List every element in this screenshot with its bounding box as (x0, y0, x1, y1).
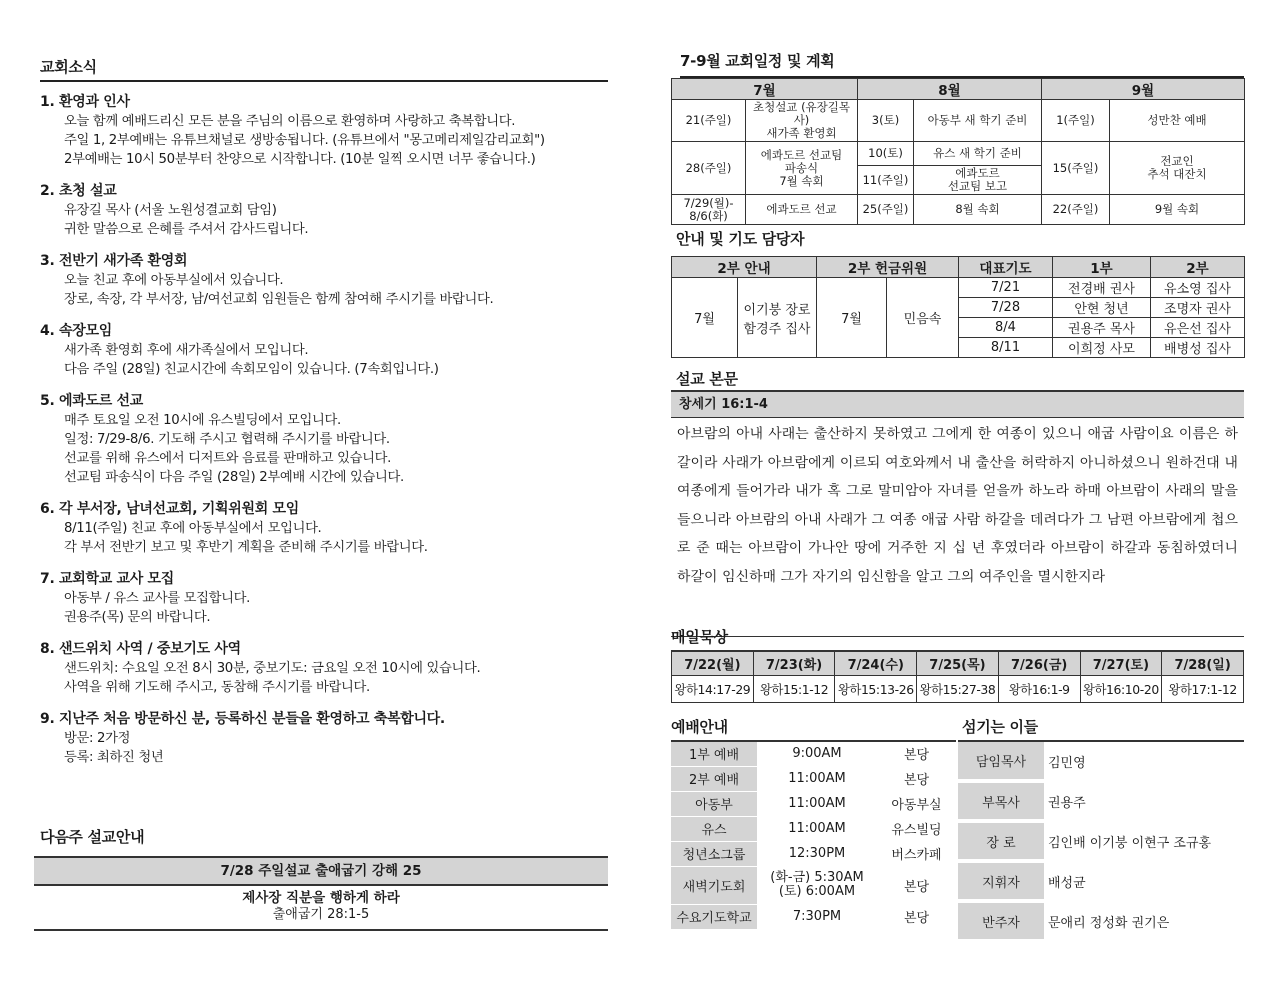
news-line: 선교팀 파송식이 다음 주일 (28일) 2부예배 시간에 있습니다. (64, 470, 404, 485)
schedule-date: 11(주일) (858, 166, 914, 195)
prayer-second: 유은선 집사 (1151, 318, 1245, 338)
news-heading: 2. 초청 설교 (40, 183, 117, 199)
news-line: 오늘 친교 후에 아동부실에서 있습니다. (64, 273, 284, 288)
prayer-date: 8/4 (959, 318, 1053, 338)
guide-header: 대표기도 (959, 257, 1053, 278)
schedule-event: 성만찬 예배 (1110, 100, 1245, 142)
news-line: 샌드위치: 수요일 오전 8시 30분, 중보기도: 금요일 오전 10시에 있습니다. (64, 661, 481, 676)
schedule-event: 초청설교 (유장길목사) 새가족 환영회 (746, 100, 858, 142)
worship-location: 본당 (877, 904, 956, 929)
worship-service: 1부 예배 (671, 741, 757, 766)
next-sermon-bar: 7/28 주일설교 출애굽기 강해 25 (34, 856, 608, 886)
guide-header: 2부 안내 (672, 257, 817, 278)
news-line: 등록: 최하진 청년 (64, 750, 164, 765)
month-header: 9월 (1042, 79, 1245, 100)
schedule-event: 에콰도르 선교팀 보고 (914, 166, 1042, 195)
prayer-first: 권용주 목사 (1053, 318, 1151, 338)
schedule-table (671, 78, 1245, 225)
devotion-reading: 왕하15:27-38 (917, 675, 999, 702)
news-item (40, 569, 608, 627)
sermon-text-title: 설교 본문 (676, 370, 738, 388)
worship-location: 본당 (877, 866, 956, 904)
news-heading: 9. 지난주 처음 방문하신 분, 등록하신 분들을 환영하고 축복합니다. (40, 711, 445, 727)
news-line: 선교를 위해 유스에서 디저트와 음료를 판매하고 있습니다. (64, 451, 392, 466)
schedule-event: 9월 속회 (1110, 195, 1245, 225)
scripture-body: 아브람의 아내 사래는 출산하지 못하였고 그에게 한 여종이 있으니 애굽 사람이요 이름은 하갈이라 사래가 아브람에게 이르되 여호와께서 내 출산을 허락하지 아니하셨으니 원하건대 내 여종에게 들어가라 내가 혹 그로 말미암아 자녀를 얻을까 하노라 하매 아브람이 사래의 말을 들으니라 아브람의 아내 사래가 그 여종 애굽 사람 하갈을 데려다가 그 남편 아브람에게 첩으로 준 때는 아브람이 가나안 땅에 거주한 지 십 년 후였더라 아브람이 하갈과 동침하였더니 하갈이 임신하매 그가 자기의 임신함을 알고 그의 여주인을 멸시한지라 (671, 417, 1244, 637)
schedule-date: 21(주일) (672, 100, 746, 142)
devotion-day: 7/25(목) (917, 651, 999, 675)
news-list (40, 82, 608, 767)
schedule-date: 10(토) (858, 142, 914, 166)
guide-month: 7월 (817, 278, 887, 358)
servant-names: 김민영 (1048, 756, 1086, 771)
worship-service: 유스 (671, 816, 757, 841)
news-item (40, 321, 608, 379)
schedule-event: 에콰도르 선교팀 파송식 7월 속회 (746, 142, 858, 195)
sermon-text-box (671, 390, 1244, 637)
news-heading: 6. 각 부서장, 남녀선교회, 기획위원회 모임 (40, 501, 299, 517)
prayer-second: 배병성 집사 (1151, 338, 1245, 358)
next-sermon-box (34, 856, 608, 931)
worship-service: 2부 예배 (671, 766, 757, 791)
next-sermon-scripture: 출애굽기 28:1-5 (272, 907, 370, 922)
next-sermon-name: 제사장 직분을 행하게 하라 (242, 890, 400, 906)
news-line: 다음 주일 (28일) 친교시간에 속회모임이 있습니다. (7속회입니다.) (64, 362, 439, 377)
devotion-day: 7/27(토) (1080, 651, 1162, 675)
guide-header: 2부 (1151, 257, 1245, 278)
prayer-first: 안현 청년 (1053, 298, 1151, 318)
next-sermon-body (34, 886, 608, 931)
worship-time: 9:00AM (757, 741, 877, 766)
devotion-day: 7/28(일) (1162, 651, 1244, 675)
servant-role: 반주자 (958, 901, 1044, 941)
schedule-date: 22(주일) (1042, 195, 1110, 225)
news-item (40, 251, 608, 309)
schedule-date: 7/29(월)- 8/6(화) (672, 195, 746, 225)
schedule-event: 전교인 추석 대잔치 (1110, 142, 1245, 195)
devotion-reading: 왕하17:1-12 (1162, 675, 1244, 702)
schedule-date: 28(주일) (672, 142, 746, 195)
worship-location: 본당 (877, 741, 956, 766)
guide-ushers: 이기붕 장로 함경주 집사 (738, 278, 817, 358)
scripture-reference: 창세기 16:1-4 (671, 390, 1244, 417)
servant-role: 부목사 (958, 781, 1044, 821)
news-line: 사역을 위해 기도해 주시고, 동참해 주시기를 바랍니다. (64, 680, 370, 695)
news-line: 각 부서 전반기 보고 및 후반기 계획을 준비해 주시기를 바랍니다. (64, 540, 428, 555)
schedule-event: 아동부 새 학기 준비 (914, 100, 1042, 142)
worship-location: 본당 (877, 766, 956, 791)
news-item (40, 92, 608, 169)
daily-devotion-title: 매일묵상 (671, 628, 728, 646)
guide-header: 1부 (1053, 257, 1151, 278)
news-item (40, 499, 608, 557)
worship-time: 11:00AM (757, 791, 877, 816)
schedule-date: 3(토) (858, 100, 914, 142)
church-news-section (40, 52, 608, 779)
prayer-date: 7/21 (959, 278, 1053, 298)
prayer-second: 조명자 권사 (1151, 298, 1245, 318)
news-heading: 8. 샌드위치 사역 / 중보기도 사역 (40, 641, 241, 657)
next-sermon-title-heading: 다음주 설교안내 (40, 828, 145, 846)
worship-info-title: 예배안내 (671, 718, 728, 736)
worship-location: 유스빌딩 (877, 816, 956, 841)
guide-offering: 민음속 (887, 278, 959, 358)
schedule-date: 1(주일) (1042, 100, 1110, 142)
worship-location: 아동부실 (877, 791, 956, 816)
schedule-title: 7-9월 교회일정 및 계획 (680, 50, 1244, 78)
worship-service: 청년소그룹 (671, 841, 757, 866)
devotion-day: 7/24(수) (835, 651, 917, 675)
schedule-date: 25(주일) (858, 195, 914, 225)
guide-table (671, 256, 1245, 358)
servant-names: 권용주 (1048, 795, 1086, 811)
servant-role: 지휘자 (958, 861, 1044, 901)
servants-title: 섬기는 이들 (962, 718, 1038, 736)
news-line: 오늘 함께 예배드리신 모든 분을 주님의 이름으로 환영하며 사랑하고 축복합니다. (64, 114, 516, 129)
news-line: 귀한 말씀으로 은혜를 주셔서 감사드립니다. (64, 222, 309, 237)
news-item (40, 391, 608, 487)
devotion-reading: 왕하15:1-12 (753, 675, 835, 702)
devotion-day: 7/23(화) (753, 651, 835, 675)
news-heading: 4. 속장모임 (40, 323, 112, 339)
worship-location: 버스카페 (877, 841, 956, 866)
news-line: 주일 1, 2부예배는 유튜브채널로 생방송됩니다. (유튜브에서 "몽고메리제일감리교회") (64, 133, 545, 148)
servant-names: 김인배 이기붕 이현구 조규홍 (1048, 835, 1212, 851)
worship-table (671, 740, 956, 929)
devotion-day: 7/22(월) (672, 651, 754, 675)
devotion-day: 7/26(금) (998, 651, 1080, 675)
devotion-reading: 왕하15:13-26 (835, 675, 917, 702)
news-line: 2부예배는 10시 50분부터 찬양으로 시작합니다. (10분 일찍 오시면 너무 좋습니다.) (64, 152, 536, 167)
month-header: 8월 (858, 79, 1042, 100)
servant-role: 장 로 (958, 821, 1044, 861)
guide-title: 안내 및 기도 담당자 (676, 230, 805, 248)
prayer-date: 8/11 (959, 338, 1053, 358)
guide-header: 2부 헌금위원 (817, 257, 959, 278)
news-line: 일정: 7/29-8/6. 기도해 주시고 협력해 주시기를 바랍니다. (64, 432, 390, 447)
news-heading: 7. 교회학교 교사 모집 (40, 571, 174, 587)
worship-time: 11:00AM (757, 816, 877, 841)
news-heading: 3. 전반기 새가족 환영회 (40, 253, 188, 269)
worship-service: 아동부 (671, 791, 757, 816)
schedule-event: 에콰도르 선교 (746, 195, 858, 225)
prayer-first: 전경배 권사 (1053, 278, 1151, 298)
servant-names: 배성균 (1048, 875, 1086, 891)
servant-names: 문애리 정성화 권기은 (1048, 915, 1170, 931)
worship-time: 7:30PM (757, 904, 877, 929)
news-item (40, 639, 608, 697)
schedule-event: 8월 속회 (914, 195, 1042, 225)
news-line: 권용주(목) 문의 바랍니다. (64, 610, 211, 625)
prayer-first: 이희정 사모 (1053, 338, 1151, 358)
devotion-reading: 왕하16:1-9 (998, 675, 1080, 702)
worship-service: 수요기도학교 (671, 904, 757, 929)
devotion-reading: 왕하16:10-20 (1080, 675, 1162, 702)
prayer-date: 7/28 (959, 298, 1053, 318)
news-line: 아동부 / 유스 교사를 모집합니다. (64, 591, 250, 606)
worship-time: 12:30PM (757, 841, 877, 866)
schedule-event: 유스 새 학기 준비 (914, 142, 1042, 166)
news-line: 장로, 속장, 각 부서장, 남/여선교회 임원들은 함께 참여해 주시기를 바랍니다. (64, 292, 494, 307)
news-line: 8/11(주일) 친교 후에 아동부실에서 모입니다. (64, 521, 322, 536)
daily-devotion-table (671, 650, 1244, 703)
news-line: 유장길 목사 (서울 노원성결교회 담임) (64, 203, 277, 218)
schedule-date: 15(주일) (1042, 142, 1110, 195)
servants-table (958, 740, 1244, 943)
news-line: 새가족 환영회 후에 새가족실에서 모입니다. (64, 343, 309, 358)
guide-month: 7월 (672, 278, 738, 358)
worship-time: (화-금) 5:30AM (토) 6:00AM (757, 866, 877, 904)
worship-service: 새벽기도회 (671, 866, 757, 904)
devotion-reading: 왕하14:17-29 (672, 675, 754, 702)
month-header: 7월 (672, 79, 858, 100)
news-heading: 5. 에콰도르 선교 (40, 393, 143, 409)
prayer-second: 유소영 집사 (1151, 278, 1245, 298)
news-item (40, 181, 608, 239)
news-title: 교회소식 (40, 52, 608, 82)
news-line: 방문: 2가정 (64, 731, 131, 746)
news-heading: 1. 환영과 인사 (40, 94, 130, 110)
servant-role: 담임목사 (958, 741, 1044, 781)
news-item (40, 709, 608, 767)
worship-time: 11:00AM (757, 766, 877, 791)
news-line: 매주 토요일 오전 10시에 유스빌딩에서 모입니다. (64, 413, 341, 428)
